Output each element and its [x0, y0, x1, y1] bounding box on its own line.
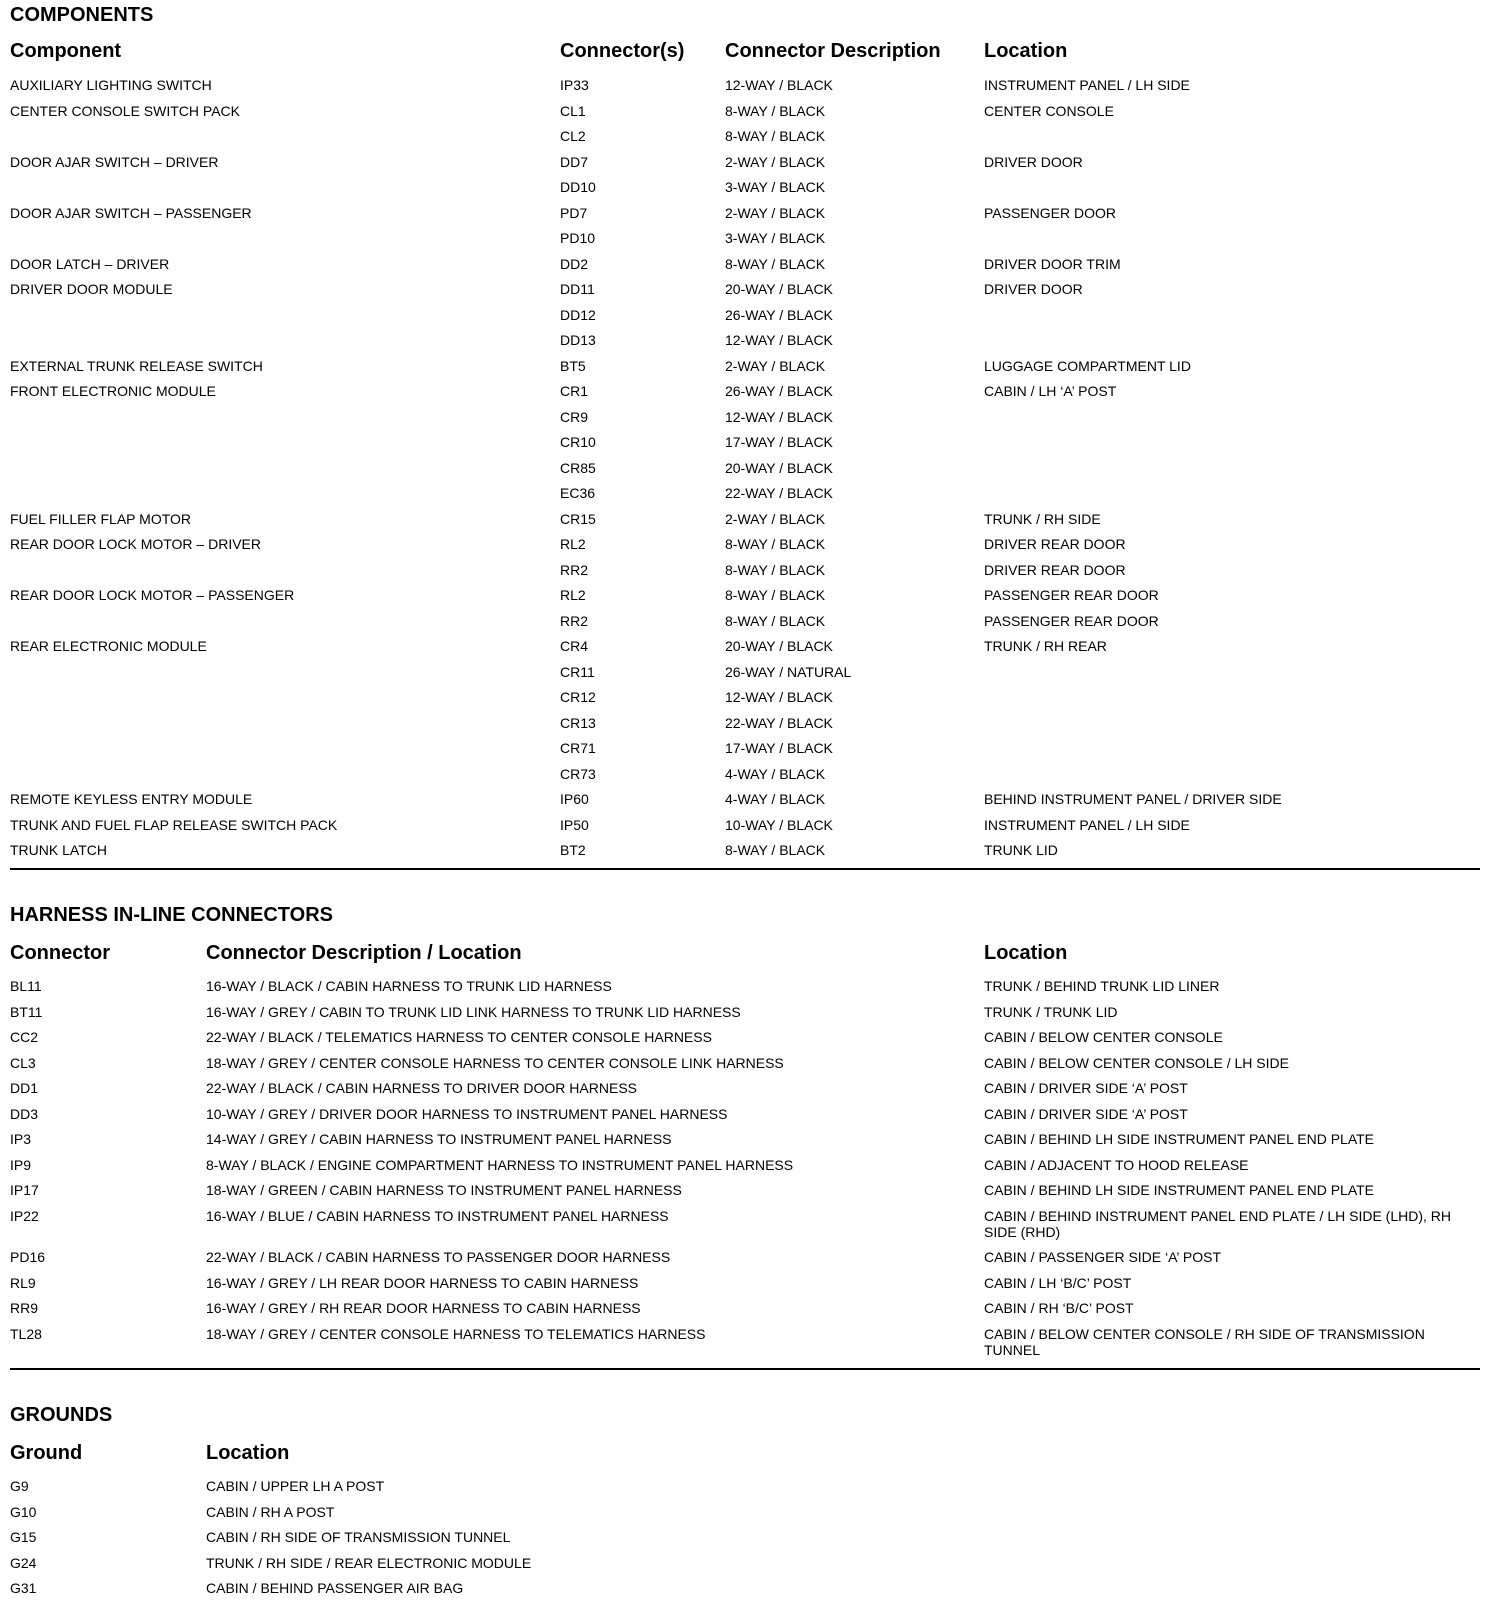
harness-description: 16-WAY / BLACK / CABIN HARNESS TO TRUNK LID HARNESS: [206, 978, 612, 994]
table-row: [0, 1529, 1504, 1554]
harness-description: 22-WAY / BLACK / CABIN HARNESS TO PASSENGER DOOR HARNESS: [206, 1249, 671, 1265]
component-name: FRONT ELECTRONIC MODULE: [10, 383, 216, 399]
component-location: LUGGAGE COMPARTMENT LID: [984, 357, 1191, 374]
table-row: [0, 715, 1504, 740]
table-row: [0, 1055, 1504, 1080]
component-name: TRUNK AND FUEL FLAP RELEASE SWITCH PACK: [10, 816, 338, 833]
harness-description: 16-WAY / GREY / LH REAR DOOR HARNESS TO CABIN HARNESS: [206, 1274, 639, 1291]
component-name: EXTERNAL TRUNK RELEASE SWITCH: [10, 357, 263, 374]
component-location: TRUNK LID: [984, 842, 1058, 858]
connector-id: CR71: [560, 740, 596, 756]
connector-id: PD10: [560, 230, 596, 246]
component-location: DRIVER REAR DOOR: [984, 536, 1126, 552]
component-location: DRIVER REAR DOOR: [984, 561, 1126, 578]
connector-description: 12-WAY / BLACK: [725, 689, 833, 705]
grounds-header-location: Location: [206, 1442, 290, 1464]
component-name: TRUNK LATCH: [10, 842, 107, 858]
component-name: REAR DOOR LOCK MOTOR – DRIVER: [10, 536, 262, 552]
harness-connector-id: DD1: [10, 1080, 39, 1096]
ground-location: CABIN / UPPER LH A POST: [206, 1478, 385, 1494]
connector-id: CR13: [560, 714, 596, 731]
table-row: [0, 1182, 1504, 1207]
harness-description: 22-WAY / BLACK / CABIN HARNESS TO DRIVER DOOR HARNESS: [206, 1080, 637, 1096]
component-name: REMOTE KEYLESS ENTRY MODULE: [10, 791, 253, 807]
table-row: [0, 1249, 1504, 1274]
harness-description: 16-WAY / BLUE / CABIN HARNESS TO INSTRUMENT PANEL HARNESS: [206, 1207, 669, 1224]
table-row: [0, 536, 1504, 561]
connector-description: 12-WAY / BLACK: [725, 408, 833, 425]
harness-description: 18-WAY / GREY / CENTER CONSOLE HARNESS TO CENTER CONSOLE LINK HARNESS: [206, 1054, 784, 1071]
connector-id: DD13: [560, 332, 596, 348]
harness-connector-id: IP9: [10, 1156, 32, 1173]
components-header-description: Connector Description: [725, 40, 941, 62]
harness-description: 18-WAY / GREEN / CABIN HARNESS TO INSTRUMENT PANEL HARNESS: [206, 1182, 682, 1198]
connector-description: 8-WAY / BLACK: [725, 612, 826, 629]
component-name: REAR DOOR LOCK MOTOR – PASSENGER: [10, 587, 295, 603]
connector-id: CR1: [560, 383, 589, 399]
table-row: [0, 179, 1504, 204]
component-name: DOOR LATCH – DRIVER: [10, 255, 170, 272]
harness-description: 16-WAY / GREY / CABIN TO TRUNK LID LINK HARNESS TO TRUNK LID HARNESS: [206, 1003, 741, 1020]
harness-connector-id: BL11: [10, 978, 42, 994]
component-name: DOOR AJAR SWITCH – DRIVER: [10, 153, 219, 170]
components-header-component: Component: [10, 40, 122, 62]
grounds-title: GROUNDS: [10, 1404, 113, 1426]
table-row: [0, 1029, 1504, 1054]
table-row: [0, 358, 1504, 383]
table-row: [0, 383, 1504, 408]
component-name: FUEL FILLER FLAP MOTOR: [10, 510, 192, 527]
connector-id: DD11: [560, 281, 595, 297]
table-row: [0, 230, 1504, 255]
grounds-header-ground: Ground: [10, 1442, 83, 1464]
component-location: PASSENGER REAR DOOR: [984, 587, 1159, 603]
component-location: PASSENGER DOOR: [984, 204, 1116, 221]
harness-location: CABIN / LH ‘B/C’ POST: [984, 1274, 1132, 1291]
connector-id: CR10: [560, 434, 596, 450]
table-row: [0, 842, 1504, 867]
component-location: CABIN / LH ‘A’ POST: [984, 383, 1117, 399]
harness-location: CABIN / BEHIND LH SIDE INSTRUMENT PANEL END PLATE: [984, 1131, 1375, 1147]
component-location: INSTRUMENT PANEL / LH SIDE: [984, 816, 1190, 833]
ground-id: G15: [10, 1529, 37, 1545]
table-row: [0, 460, 1504, 485]
ground-id: G9: [10, 1478, 29, 1494]
table-row: [0, 1300, 1504, 1325]
table-row: [0, 1080, 1504, 1105]
harness-location: TRUNK / TRUNK LID: [984, 1003, 1118, 1020]
connector-description: 10-WAY / BLACK: [725, 816, 833, 833]
harness-location: CABIN / BELOW CENTER CONSOLE / RH SIDE OF TRANSMISSION TUNNEL: [984, 1325, 1425, 1358]
connector-description: 22-WAY / BLACK: [725, 485, 833, 501]
table-row: [0, 1131, 1504, 1156]
harness-connector-id: RR9: [10, 1300, 39, 1316]
table-row: [0, 1275, 1504, 1300]
component-location: TRUNK / RH REAR: [984, 638, 1107, 654]
table-row: [0, 613, 1504, 638]
component-name: CENTER CONSOLE SWITCH PACK: [10, 102, 240, 119]
connector-description: 12-WAY / BLACK: [725, 77, 833, 93]
component-location: DRIVER DOOR TRIM: [984, 255, 1121, 272]
connector-description: 3-WAY / BLACK: [725, 230, 826, 246]
harness-description: 8-WAY / BLACK / ENGINE COMPARTMENT HARNESS TO INSTRUMENT PANEL HARNESS: [206, 1156, 794, 1173]
connector-id: CR12: [560, 689, 596, 705]
harness-description: 16-WAY / GREY / RH REAR DOOR HARNESS TO CABIN HARNESS: [206, 1300, 641, 1316]
connector-description: 3-WAY / BLACK: [725, 179, 826, 195]
connector-description: 12-WAY / BLACK: [725, 332, 833, 348]
connector-id: RR2: [560, 612, 589, 629]
harness-connector-id: BT11: [10, 1003, 43, 1020]
table-row: [0, 1555, 1504, 1580]
connector-id: BT5: [560, 357, 586, 374]
harness-header-location: Location: [984, 942, 1068, 964]
table-row: [0, 664, 1504, 689]
connector-id: DD12: [560, 306, 596, 323]
table-row: [0, 511, 1504, 536]
ground-id: G10: [10, 1503, 37, 1520]
connector-description: 17-WAY / BLACK: [725, 434, 833, 450]
table-row: [0, 281, 1504, 306]
table-row: [0, 1157, 1504, 1182]
harness-divider: [10, 1368, 1480, 1370]
harness-location: CABIN / RH ‘B/C’ POST: [984, 1300, 1134, 1316]
connector-id: DD7: [560, 153, 589, 170]
component-location: CENTER CONSOLE: [984, 102, 1114, 119]
harness-connector-id: RL9: [10, 1274, 36, 1291]
table-row: [0, 587, 1504, 612]
connector-id: CR9: [560, 408, 589, 425]
connector-description: 8-WAY / BLACK: [725, 255, 826, 272]
harness-connector-id: TL28: [10, 1325, 42, 1342]
table-row: [0, 766, 1504, 791]
ground-location: CABIN / RH SIDE OF TRANSMISSION TUNNEL: [206, 1529, 511, 1545]
table-row: [0, 1504, 1504, 1529]
ground-location: TRUNK / RH SIDE / REAR ELECTRONIC MODULE: [206, 1554, 532, 1571]
table-row: [0, 154, 1504, 179]
connector-id: CR73: [560, 765, 596, 782]
connector-id: DD10: [560, 179, 596, 195]
connector-description: 8-WAY / BLACK: [725, 561, 826, 578]
connector-id: RL2: [560, 587, 586, 603]
harness-header-description: Connector Description / Location: [206, 942, 522, 964]
harness-location: CABIN / BELOW CENTER CONSOLE / LH SIDE: [984, 1054, 1289, 1071]
connector-id: IP50: [560, 816, 589, 833]
harness-location: CABIN / BEHIND LH SIDE INSTRUMENT PANEL END PLATE: [984, 1182, 1375, 1198]
component-location: DRIVER DOOR: [984, 281, 1083, 297]
component-name: REAR ELECTRONIC MODULE: [10, 638, 207, 654]
harness-location: CABIN / PASSENGER SIDE ‘A’ POST: [984, 1249, 1222, 1265]
connector-description: 26-WAY / BLACK: [725, 306, 833, 323]
connector-id: CL2: [560, 128, 586, 144]
connector-description: 2-WAY / BLACK: [725, 204, 826, 221]
table-row: [0, 638, 1504, 663]
connector-id: RR2: [560, 561, 589, 578]
harness-connector-id: DD3: [10, 1105, 39, 1122]
connector-id: PD7: [560, 204, 588, 221]
connector-description: 4-WAY / BLACK: [725, 791, 826, 807]
harness-location: CABIN / BEHIND INSTRUMENT PANEL END PLATE / LH SIDE (LHD), RH SIDE (RHD): [984, 1207, 1452, 1240]
harness-description: 18-WAY / GREY / CENTER CONSOLE HARNESS TO TELEMATICS HARNESS: [206, 1325, 706, 1342]
connector-description: 22-WAY / BLACK: [725, 714, 833, 731]
table-row: [0, 307, 1504, 332]
harness-connector-id: IP17: [10, 1182, 39, 1198]
table-row: [0, 791, 1504, 816]
ground-id: G31: [10, 1580, 37, 1596]
component-location: INSTRUMENT PANEL / LH SIDE: [984, 77, 1190, 93]
component-location: BEHIND INSTRUMENT PANEL / DRIVER SIDE: [984, 791, 1282, 807]
harness-description: 22-WAY / BLACK / TELEMATICS HARNESS TO CENTER CONSOLE HARNESS: [206, 1029, 712, 1045]
table-row: [0, 485, 1504, 510]
table-row: [0, 1325, 1504, 1358]
connector-description: 20-WAY / BLACK: [725, 459, 833, 476]
components-header-connectors: Connector(s): [560, 40, 685, 62]
connector-description: 8-WAY / BLACK: [725, 128, 826, 144]
connector-id: IP33: [560, 77, 589, 93]
connector-description: 20-WAY / BLACK: [725, 281, 833, 297]
connector-id: CR15: [560, 510, 596, 527]
connector-description: 2-WAY / BLACK: [725, 153, 826, 170]
connector-description: 8-WAY / BLACK: [725, 842, 826, 858]
connector-id: RL2: [560, 536, 586, 552]
connector-description: 8-WAY / BLACK: [725, 536, 826, 552]
connector-id: BT2: [560, 842, 586, 858]
harness-title: HARNESS IN-LINE CONNECTORS: [10, 904, 333, 926]
table-row: [0, 562, 1504, 587]
harness-connector-id: CC2: [10, 1029, 39, 1045]
connector-description: 26-WAY / NATURAL: [725, 663, 852, 680]
table-row: [0, 103, 1504, 128]
component-location: TRUNK / RH SIDE: [984, 510, 1101, 527]
harness-header-connector: Connector: [10, 942, 110, 964]
table-row: [0, 978, 1504, 1003]
table-row: [0, 1106, 1504, 1131]
table-row: [0, 1478, 1504, 1503]
component-location: PASSENGER REAR DOOR: [984, 612, 1159, 629]
harness-connector-id: CL3: [10, 1054, 36, 1071]
connector-id: CR4: [560, 638, 589, 654]
harness-location: CABIN / DRIVER SIDE ‘A’ POST: [984, 1080, 1188, 1096]
component-name: DOOR AJAR SWITCH – PASSENGER: [10, 204, 252, 221]
component-name: AUXILIARY LIGHTING SWITCH: [10, 77, 212, 93]
harness-connector-id: IP3: [10, 1131, 32, 1147]
harness-location: CABIN / DRIVER SIDE ‘A’ POST: [984, 1105, 1188, 1122]
components-title: COMPONENTS: [10, 4, 154, 26]
connector-description: 2-WAY / BLACK: [725, 510, 826, 527]
ground-id: G24: [10, 1554, 37, 1571]
component-name: DRIVER DOOR MODULE: [10, 281, 173, 297]
connector-id: IP60: [560, 791, 589, 807]
components-header-location: Location: [984, 40, 1068, 62]
harness-location: CABIN / BELOW CENTER CONSOLE: [984, 1029, 1223, 1045]
harness-connector-id: PD16: [10, 1249, 46, 1265]
connector-description: 8-WAY / BLACK: [725, 587, 826, 603]
connector-description: 26-WAY / BLACK: [725, 383, 833, 399]
table-row: [0, 128, 1504, 153]
ground-location: CABIN / RH A POST: [206, 1503, 335, 1520]
table-row: [0, 817, 1504, 842]
harness-connector-id: IP22: [10, 1207, 39, 1224]
connector-description: 2-WAY / BLACK: [725, 357, 826, 374]
harness-description: 10-WAY / GREY / DRIVER DOOR HARNESS TO INSTRUMENT PANEL HARNESS: [206, 1105, 728, 1122]
table-row: [0, 1207, 1504, 1240]
harness-location: CABIN / ADJACENT TO HOOD RELEASE: [984, 1156, 1249, 1173]
table-row: [0, 205, 1504, 230]
table-row: [0, 332, 1504, 357]
harness-description: 14-WAY / GREY / CABIN HARNESS TO INSTRUMENT PANEL HARNESS: [206, 1131, 672, 1147]
table-row: [0, 1004, 1504, 1029]
connector-id: CR11: [560, 663, 595, 680]
connector-id: CL1: [560, 102, 586, 119]
connector-id: EC36: [560, 485, 596, 501]
table-row: [0, 1580, 1504, 1605]
connector-description: 4-WAY / BLACK: [725, 765, 826, 782]
connector-description: 17-WAY / BLACK: [725, 740, 833, 756]
table-row: [0, 434, 1504, 459]
table-row: [0, 689, 1504, 714]
table-row: [0, 77, 1504, 102]
connector-id: DD2: [560, 255, 589, 272]
table-row: [0, 409, 1504, 434]
ground-location: CABIN / BEHIND PASSENGER AIR BAG: [206, 1580, 464, 1596]
connector-description: 8-WAY / BLACK: [725, 102, 826, 119]
table-row: [0, 740, 1504, 765]
connector-description: 20-WAY / BLACK: [725, 638, 833, 654]
table-row: [0, 256, 1504, 281]
component-location: DRIVER DOOR: [984, 153, 1083, 170]
connector-id: CR85: [560, 459, 596, 476]
components-divider: [10, 868, 1480, 870]
harness-location: TRUNK / BEHIND TRUNK LID LINER: [984, 978, 1220, 994]
